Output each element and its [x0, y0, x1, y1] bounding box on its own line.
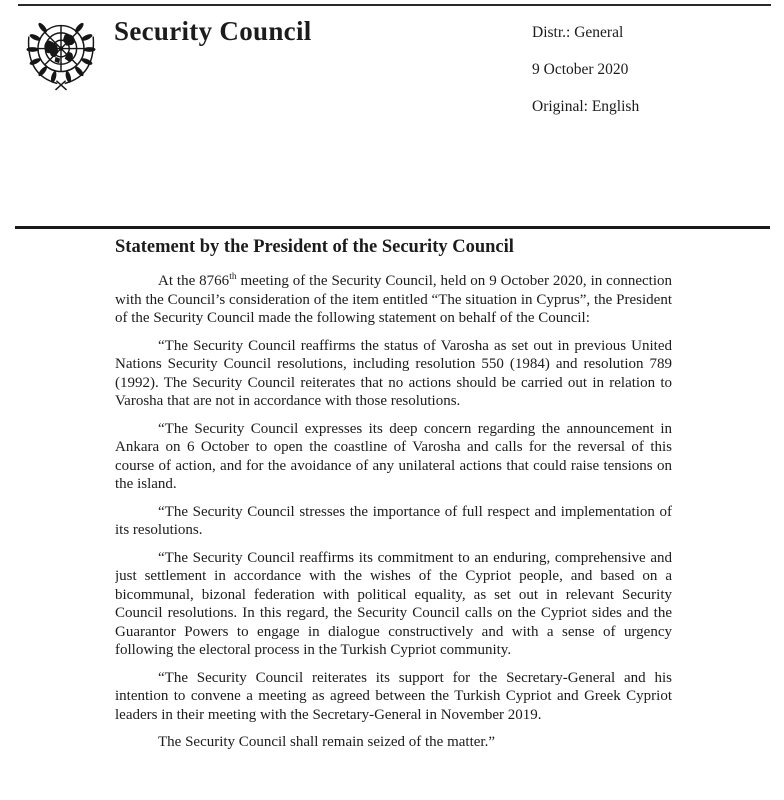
document-meta	[532, 24, 639, 135]
statement-heading: Statement by the President of the Security Council	[115, 237, 514, 257]
paragraph: “The Security Council reaffirms the status of Varosha as set out in previous United Nations Security Council resolutions, including resolution 550 (1984) and resolution 789 (1992). The Security Council reiterates that no actions should be carried out in relation to Varosha that are not in accordance with those resolutions.	[115, 337, 672, 409]
paragraphs-container	[115, 272, 672, 752]
header-divider-rule	[15, 226, 770, 229]
organ-title: Security Council	[114, 16, 312, 46]
distribution-line: Distr.: General	[532, 24, 624, 41]
top-rule	[18, 4, 771, 6]
un-emblem-icon	[15, 9, 107, 101]
paragraph: “The Security Council expresses its deep concern regarding the announcement in Ankara on 6 October to open the coastline of Varosha and calls for the reversal of this course of action, and for the avoidance of any unilateral actions that could raise tensions on the island.	[115, 420, 672, 492]
paragraph: “The Security Council stresses the importance of full respect and implementation of its resolutions.	[115, 503, 672, 538]
paragraph: The Security Council shall remain seized of the matter.”	[158, 734, 495, 750]
date-line: 9 October 2020	[532, 61, 629, 78]
paragraph: “The Security Council reiterates its support for the Secretary-General and his intention to convene a meeting as agreed between the Turkish Cypriot and Greek Cypriot leaders in their meeting with the Secretary-General in November 2019.	[115, 669, 672, 723]
document-body	[115, 236, 672, 761]
original-language-line: Original: English	[532, 98, 640, 115]
paragraph: At the 8766th meeting of the Security Council, held on 9 October 2020, in connection with the Council’s consideration of the item entitled “The situation in Cyprus”, the President of the Security Council made the following statement on behalf of the Council:	[115, 272, 672, 326]
paragraph: “The Security Council reaffirms its commitment to an enduring, comprehensive and just settlement in accordance with the wishes of the Cypriot people, and based on a bicommunal, bizonal federation with political equality, as set out in relevant Security Council resolutions. In this regard, the Security Council calls on the Cypriot sides and the Guarantor Powers to engage in dialogue constructively and with a sense of urgency following the electoral process in the Turkish Cypriot community.	[115, 549, 672, 658]
